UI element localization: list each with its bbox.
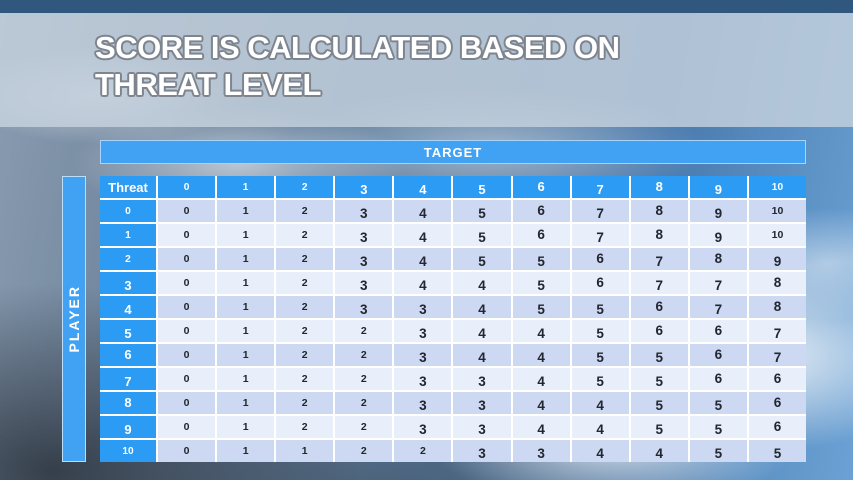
score-cell-r10-c7: 4 [572, 440, 629, 462]
score-cell-r4-c3: 3 [335, 296, 392, 318]
score-cell-r1-c3: 3 [335, 224, 392, 246]
score-cell-r4-c6: 5 [513, 296, 570, 318]
score-cell-r10-c6: 3 [513, 440, 570, 462]
column-header-5: 5 [453, 176, 510, 198]
page-title-line-2: THREAT LEVEL [95, 67, 321, 102]
score-cell-r3-c0: 0 [158, 272, 215, 294]
score-cell-r1-c5: 5 [453, 224, 510, 246]
score-cell-r0-c7: 7 [572, 200, 629, 222]
score-cell-r4-c9: 7 [690, 296, 747, 318]
score-cell-r9-c0: 0 [158, 416, 215, 438]
score-cell-r10-c1: 1 [217, 440, 274, 462]
score-cell-r1-c10: 1 0 [749, 224, 806, 246]
score-cell-r0-c5: 5 [453, 200, 510, 222]
score-cell-r3-c5: 4 [453, 272, 510, 294]
score-cell-r8-c3: 2 [335, 392, 392, 414]
score-cell-r5-c0: 0 [158, 320, 215, 342]
score-cell-r7-c0: 0 [158, 368, 215, 390]
score-cell-r8-c7: 4 [572, 392, 629, 414]
score-cell-r8-c10: 6 [749, 392, 806, 414]
row-header-2: 2 [100, 248, 156, 270]
score-cell-r6-c8: 5 [631, 344, 688, 366]
column-header-0: 0 [158, 176, 215, 198]
score-cell-r6-c6: 4 [513, 344, 570, 366]
row-header-10: 1 0 [100, 440, 156, 462]
score-cell-r8-c4: 3 [394, 392, 451, 414]
score-cell-r4-c10: 8 [749, 296, 806, 318]
score-cell-r4-c4: 3 [394, 296, 451, 318]
score-cell-r4-c5: 4 [453, 296, 510, 318]
score-cell-r6-c4: 3 [394, 344, 451, 366]
score-cell-r6-c2: 2 [276, 344, 333, 366]
score-cell-r0-c9: 9 [690, 200, 747, 222]
score-cell-r2-c1: 1 [217, 248, 274, 270]
score-cell-r7-c8: 5 [631, 368, 688, 390]
score-cell-r7-c4: 3 [394, 368, 451, 390]
score-cell-r9-c7: 4 [572, 416, 629, 438]
score-cell-r7-c1: 1 [217, 368, 274, 390]
score-cell-r0-c6: 6 [513, 200, 570, 222]
score-cell-r4-c1: 1 [217, 296, 274, 318]
score-cell-r7-c6: 4 [513, 368, 570, 390]
score-cell-r0-c1: 1 [217, 200, 274, 222]
score-cell-r6-c7: 5 [572, 344, 629, 366]
score-cell-r4-c8: 6 [631, 296, 688, 318]
score-cell-r5-c9: 6 [690, 320, 747, 342]
score-cell-r2-c7: 6 [572, 248, 629, 270]
score-cell-r3-c9: 7 [690, 272, 747, 294]
score-cell-r9-c5: 3 [453, 416, 510, 438]
row-header-0: 0 [100, 200, 156, 222]
score-cell-r2-c0: 0 [158, 248, 215, 270]
score-cell-r3-c8: 7 [631, 272, 688, 294]
score-cell-r4-c2: 2 [276, 296, 333, 318]
score-cell-r3-c4: 4 [394, 272, 451, 294]
score-cell-r2-c8: 7 [631, 248, 688, 270]
score-cell-r8-c1: 1 [217, 392, 274, 414]
page-title [95, 29, 755, 103]
column-header-9: 9 [690, 176, 747, 198]
column-header-3: 3 [335, 176, 392, 198]
score-cell-r5-c4: 3 [394, 320, 451, 342]
column-header-7: 7 [572, 176, 629, 198]
score-cell-r10-c3: 2 [335, 440, 392, 462]
score-cell-r0-c2: 2 [276, 200, 333, 222]
score-table [100, 176, 806, 462]
row-header-6: 6 [100, 344, 156, 366]
score-cell-r1-c6: 6 [513, 224, 570, 246]
score-cell-r5-c2: 2 [276, 320, 333, 342]
score-cell-r0-c0: 0 [158, 200, 215, 222]
row-header-7: 7 [100, 368, 156, 390]
score-cell-r2-c3: 3 [335, 248, 392, 270]
score-cell-r5-c3: 2 [335, 320, 392, 342]
column-header-10: 1 0 [749, 176, 806, 198]
row-header-5: 5 [100, 320, 156, 342]
score-cell-r0-c10: 1 0 [749, 200, 806, 222]
row-header-4: 4 [100, 296, 156, 318]
score-cell-r10-c0: 0 [158, 440, 215, 462]
row-header-1: 1 [100, 224, 156, 246]
score-cell-r8-c0: 0 [158, 392, 215, 414]
score-cell-r8-c6: 4 [513, 392, 570, 414]
player-axis-label: PLAYER [66, 285, 82, 353]
score-cell-r6-c5: 4 [453, 344, 510, 366]
score-cell-r4-c0: 0 [158, 296, 215, 318]
score-cell-r1-c9: 9 [690, 224, 747, 246]
score-cell-r5-c6: 4 [513, 320, 570, 342]
score-cell-r10-c10: 5 [749, 440, 806, 462]
score-cell-r1-c7: 7 [572, 224, 629, 246]
score-cell-r1-c4: 4 [394, 224, 451, 246]
column-header-2: 2 [276, 176, 333, 198]
score-cell-r5-c5: 4 [453, 320, 510, 342]
score-cell-r9-c8: 5 [631, 416, 688, 438]
score-cell-r7-c9: 6 [690, 368, 747, 390]
page-title-line-1: SCORE IS CALCULATED BASED ON [95, 30, 620, 65]
column-header-1: 1 [217, 176, 274, 198]
score-cell-r8-c5: 3 [453, 392, 510, 414]
score-cell-r1-c1: 1 [217, 224, 274, 246]
score-cell-r8-c2: 2 [276, 392, 333, 414]
score-cell-r1-c8: 8 [631, 224, 688, 246]
column-header-8: 8 [631, 176, 688, 198]
score-cell-r5-c7: 5 [572, 320, 629, 342]
row-header-8: 8 [100, 392, 156, 414]
score-cell-r6-c10: 7 [749, 344, 806, 366]
score-cell-r9-c1: 1 [217, 416, 274, 438]
score-cell-r7-c3: 2 [335, 368, 392, 390]
score-cell-r3-c1: 1 [217, 272, 274, 294]
row-header-3: 3 [100, 272, 156, 294]
column-header-4: 4 [394, 176, 451, 198]
score-cell-r10-c9: 5 [690, 440, 747, 462]
target-axis-label: TARGET [423, 144, 483, 160]
score-cell-r9-c10: 6 [749, 416, 806, 438]
score-cell-r7-c10: 6 [749, 368, 806, 390]
score-cell-r9-c2: 2 [276, 416, 333, 438]
score-cell-r6-c1: 1 [217, 344, 274, 366]
score-cell-r0-c8: 8 [631, 200, 688, 222]
score-cell-r7-c7: 5 [572, 368, 629, 390]
score-cell-r8-c8: 5 [631, 392, 688, 414]
score-cell-r3-c2: 2 [276, 272, 333, 294]
score-cell-r9-c3: 2 [335, 416, 392, 438]
score-cell-r3-c3: 3 [335, 272, 392, 294]
score-cell-r10-c5: 3 [453, 440, 510, 462]
score-cell-r7-c2: 2 [276, 368, 333, 390]
score-cell-r6-c0: 0 [158, 344, 215, 366]
score-cell-r5-c8: 6 [631, 320, 688, 342]
column-header-6: 6 [513, 176, 570, 198]
score-cell-r2-c9: 8 [690, 248, 747, 270]
top-accent-strip [0, 0, 853, 13]
score-cell-r2-c4: 4 [394, 248, 451, 270]
target-axis-bar [100, 140, 806, 164]
score-cell-r9-c9: 5 [690, 416, 747, 438]
score-cell-r7-c5: 3 [453, 368, 510, 390]
score-cell-r2-c10: 9 [749, 248, 806, 270]
score-cell-r2-c2: 2 [276, 248, 333, 270]
score-cell-r10-c4: 2 [394, 440, 451, 462]
score-cell-r9-c4: 3 [394, 416, 451, 438]
row-header-9: 9 [100, 416, 156, 438]
score-cell-r3-c7: 6 [572, 272, 629, 294]
score-cell-r6-c9: 6 [690, 344, 747, 366]
score-cell-r10-c2: 1 [276, 440, 333, 462]
score-cell-r0-c4: 4 [394, 200, 451, 222]
score-cell-r1-c2: 2 [276, 224, 333, 246]
score-cell-r0-c3: 3 [335, 200, 392, 222]
player-axis-bar [62, 176, 86, 462]
score-cell-r8-c9: 5 [690, 392, 747, 414]
score-cell-r9-c6: 4 [513, 416, 570, 438]
corner-cell-threat: Threat [100, 176, 156, 198]
score-cell-r2-c5: 5 [453, 248, 510, 270]
score-cell-r1-c0: 0 [158, 224, 215, 246]
score-cell-r3-c6: 5 [513, 272, 570, 294]
score-cell-r5-c1: 1 [217, 320, 274, 342]
score-cell-r3-c10: 8 [749, 272, 806, 294]
score-cell-r4-c7: 5 [572, 296, 629, 318]
score-cell-r6-c3: 2 [335, 344, 392, 366]
score-cell-r10-c8: 4 [631, 440, 688, 462]
score-cell-r5-c10: 7 [749, 320, 806, 342]
score-cell-r2-c6: 5 [513, 248, 570, 270]
